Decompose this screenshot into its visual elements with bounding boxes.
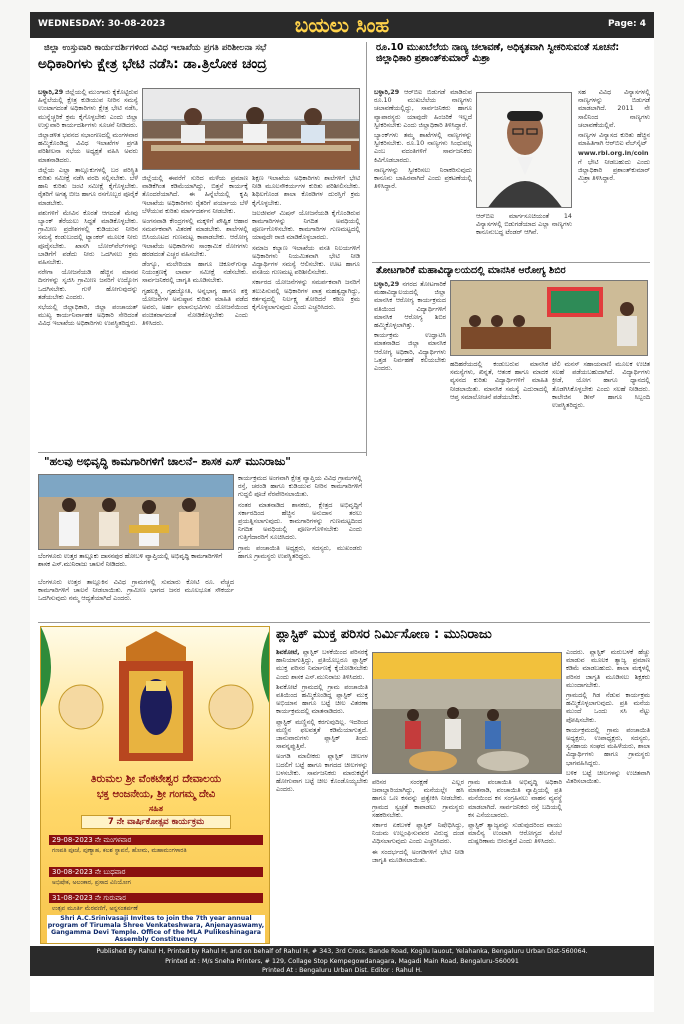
article2-portrait <box>476 92 572 208</box>
rbi-url: www.rbi.org.in/coin <box>578 149 649 158</box>
ad-subtitle: ಭಕ್ತ ಆಂಜನೇಯ, ಶ್ರೀ ಗಂಗಮ್ಮ ದೇವಿ <box>96 789 216 800</box>
article1-body-col1: ಬಳ್ಳಾರಿ,29 ಜಿಲ್ಲೆಯಲ್ಲಿ ಮುಂಗಾರು ಕೈಕೊಟ್ಟಿರುವ ಹಿನ್ನೆಲೆಯಲ್ಲಿ ಕ್ಷೇತ್ರ ಕುಡಿಯುವ ನೀರಿನ ಸಮಸ್ಯೆ ಉಂಟಾಗದಂತೆ ಅಧಿಕಾರಿಗಳು ಕ್ಷೇತ್ರ ಭೇಟಿ ನಡೆಸಿ, ಮುನ್ನೆಚ್ಚರಿಕೆ ಕ್ರಮ ಕೈಗೊಳ್ಳಬೇಕು ಎಂದು ಜಿಲ್ಲಾ ಉಸ್ತುವಾರಿ ಕಾರ್ಯದರ್ಶಿಗಳು ಸೂಚನೆ ನೀಡಿದರು. ಜಿಲ್ಲಾಡಳಿತ ಭವನದ ಸಭಾಂಗಣದಲ್ಲಿ ಮಂಗಳವಾರ ಹಮ್ಮಿಕೊಂಡಿದ್ದ ವಿವಿಧ ಇಲಾಖೆಗಳ ಪ್ರಗತಿ ಪರಿಶೀಲನಾ ಸಭೆಯ ಅಧ್ಯಕ್ಷತೆ ವಹಿಸಿ ಅವರು ಮಾತನಾಡಿದರು. ಜಿಲ್ಲೆಯ ಎಲ್ಲಾ ತಾಲ್ಲೂಕುಗಳಲ್ಲಿ ಬರ ಪರಿಸ್ಥಿತಿ ಕುರಿತು ಸಮೀಕ್ಷೆ ನಡೆಸಿ ವರದಿ ಸಲ್ಲಿಸಬೇಕು. ಬೆಳೆ ಹಾನಿ ಕುರಿತು ಜಂಟಿ ಸಮೀಕ್ಷೆ ಕೈಗೊಳ್ಳಬೇಕು. ರೈತರಿಗೆ ಅಗತ್ಯ ಬೀಜ ಹಾಗೂ ರಸಗೊಬ್ಬರ ಪೂರೈಕೆ ಮಾಡಬೇಕು. ಪಶುಗಳಿಗೆ ಮೇವಿನ ಕೊರತೆ ಆಗದಂತೆ ಮೇವು ಬ್ಯಾಂಕ್ ತೆರೆಯಲು ಸಿದ್ಧತೆ ಮಾಡಿಕೊಳ್ಳಬೇಕು. ಗ್ರಾಮೀಣ ಪ್ರದೇಶಗಳಲ್ಲಿ ಕುಡಿಯುವ ನೀರಿನ ಸಮಸ್ಯೆ ಕಂಡುಬಂದಲ್ಲಿ ಟ್ಯಾಂಕರ್ ಮೂಲಕ ನೀರು ಪೂರೈಸಬೇಕು. ಖಾಸಗಿ ಬೋರ್‌ವೆಲ್‌ಗಳನ್ನು ಬಾಡಿಗೆಗೆ ಪಡೆದು ನೀರು ಒದಗಿಸಲು ಕ್ರಮ ವಹಿಸಬೇಕು. ನರೇಗಾ ಯೋಜನೆಯಡಿ ಹೆಚ್ಚಿನ ಮಾನವ ದಿನಗಳನ್ನು ಸೃಜಿಸಿ ಗ್ರಾಮೀಣ ಜನರಿಗೆ ಉದ್ಯೋಗ ಒದಗಿಸಬೇಕು. ಗುಳೆ ಹೋಗುವುದನ್ನು ತಡೆಯಬೇಕು ಎಂದರು. ಸಭೆಯಲ್ಲಿ ಜಿಲ್ಲಾಧಿಕಾರಿ, ಜಿಲ್ಲಾ ಪಂಚಾಯತ್ ಮುಖ್ಯ ಕಾರ್ಯನಿರ್ವಾಹಕ ಅಧಿಕಾರಿ ಸೇರಿದಂತೆ ವಿವಿಧ ಇಲಾಖೆಯ ಅಧಿಕಾರಿಗಳು ಉಪಸ್ಥಿತರಿದ್ದರು. <box>38 88 138 328</box>
column-divider <box>366 42 367 456</box>
article5-body-col3: ಗ್ರಾಮ ಪಂಚಾಯಿತಿ ಅಭಿವೃದ್ಧಿ ಅಧಿಕಾರಿ ಮಾತನಾಡಿ, ಪಂಚಾಯಿತಿ ವ್ಯಾಪ್ತಿಯಲ್ಲಿ ಪ್ರತಿ ಮನೆಯಿಂದ ಕಸ ಸಂಗ್ರಹಿಸಲು ವಾಹನ ವ್ಯವಸ್ಥೆ ಮಾಡಲಾಗಿದೆ. ಸಾರ್ವಜನಿಕರು ರಸ್ತೆ ಬದಿಯಲ್ಲಿ ಕಸ ಎಸೆಯಬಾರದು. ಪ್ಲಾಸ್ಟಿಕ್ ತ್ಯಾಜ್ಯವನ್ನು ಸುಡುವುದರಿಂದ ವಾಯು ಮಾಲಿನ್ಯ ಉಂಟಾಗಿ ಆರೋಗ್ಯದ ಮೇಲೆ ದುಷ್ಪರಿಣಾಮ ಬೀರುತ್ತದೆ ಎಂದು ತಿಳಿಸಿದರು. <box>468 778 562 846</box>
masthead <box>30 12 654 38</box>
section-divider <box>372 262 650 263</box>
article4-photo <box>38 474 234 550</box>
ad-date-2: 30-08-2023 ನೇ ಬುಧವಾರ <box>49 867 263 877</box>
page-number: Page: 4 <box>608 19 646 29</box>
imprint-line-3: Printed At : Bengaluru Urban Dist. Editor : Rahul H. <box>261 967 423 974</box>
article1-headline: ಅಧಿಕಾರಿಗಳು ಕ್ಷೇತ್ರ ಭೇಟಿ ನಡೆಸಿ: ಡಾ.ತ್ರಿಲೋಕ ಚಂದ್ರ <box>38 56 267 72</box>
ad-event: 7 ನೇ ವಾರ್ಷಿಕೋತ್ಸವ ಕಾರ್ಯಕ್ರಮ <box>81 815 231 829</box>
article1-body-col2: ಜಿಲ್ಲೆಯಲ್ಲಿ ಈವರೆಗೆ ಸುರಿದ ಮಳೆಯ ಪ್ರಮಾಣ ವಾಡಿಕೆಗಿಂತ ಕಡಿಮೆಯಾಗಿದ್ದು, ಬಿತ್ತನೆ ಕಾರ್ಯಕ್ಕೆ ತೊಂದರೆಯಾಗಿದೆ. ಈ ಹಿನ್ನೆಲೆಯಲ್ಲಿ ಕೃಷಿ ಇಲಾಖೆಯ ಅಧಿಕಾರಿಗಳು ರೈತರಿಗೆ ಪರ್ಯಾಯ ಬೆಳೆ ಬೆಳೆಯುವ ಕುರಿತು ಮಾರ್ಗದರ್ಶನ ನೀಡಬೇಕು. ಅಂಗನವಾಡಿ ಕೇಂದ್ರಗಳಲ್ಲಿ ಮಕ್ಕಳಿಗೆ ಪೌಷ್ಟಿಕ ಆಹಾರ ಸಮರ್ಪಕವಾಗಿ ವಿತರಣೆ ಮಾಡಬೇಕು. ಶಾಲೆಗಳಲ್ಲಿ ಬಿಸಿಯೂಟದ ಗುಣಮಟ್ಟ ಕಾಪಾಡಬೇಕು. ಆರೋಗ್ಯ ಇಲಾಖೆಯ ಅಧಿಕಾರಿಗಳು ಸಾಂಕ್ರಾಮಿಕ ರೋಗಗಳು ಹರಡದಂತೆ ಎಚ್ಚರ ವಹಿಸಬೇಕು. ಡೆಂಗ್ಯೂ, ಮಲೇರಿಯಾ ಹಾಗೂ ಚಿಕೂನ್‌ಗುನ್ಯಾ ನಿಯಂತ್ರಣಕ್ಕೆ ಲಾರ್ವಾ ಸಮೀಕ್ಷೆ ನಡೆಸಬೇಕು. ಸಾರ್ವಜನಿಕರಲ್ಲಿ ಜಾಗೃತಿ ಮೂಡಿಸಬೇಕು. ಗೃಹಲಕ್ಷ್ಮಿ, ಗೃಹಜ್ಯೋತಿ, ಅನ್ನಭಾಗ್ಯ ಹಾಗೂ ಶಕ್ತಿ ಯೋಜನೆಗಳ ಅನುಷ್ಠಾನ ಕುರಿತು ಮಾಹಿತಿ ಪಡೆದ ಅವರು, ಅರ್ಹ ಫಲಾನುಭವಿಗಳು ಯೋಜನೆಯಿಂದ ವಂಚಿತರಾಗದಂತೆ ನೋಡಿಕೊಳ್ಳಬೇಕು ಎಂದು ತಿಳಿಸಿದರು. <box>142 174 248 328</box>
article5-body-col2: ಪರಿಸರ ಸಂರಕ್ಷಣೆ ಎಲ್ಲರ ಜವಾಬ್ದಾರಿಯಾಗಿದ್ದು, ಮನೆಯಲ್ಲೇ ಹಸಿ ಹಾಗೂ ಒಣ ಕಸವನ್ನು ಪ್ರತ್ಯೇಕಿಸಿ ನೀಡಬೇಕು. ಗ್ರಾಮದ ಸ್ವಚ್ಛತೆ ಕಾಪಾಡಲು ಗ್ರಾಮಸ್ಥರು ಸಹಕರಿಸಬೇಕು. ಸರ್ಕಾರ ಏಕಬಳಕೆ ಪ್ಲಾಸ್ಟಿಕ್ ನಿಷೇಧಿಸಿದ್ದು, ನಿಯಮ ಉಲ್ಲಂಘಿಸುವವರ ವಿರುದ್ಧ ದಂಡ ವಿಧಿಸಲಾಗುವುದು ಎಂದು ಎಚ್ಚರಿಸಿದರು. ಈ ಸಂದರ್ಭದಲ್ಲಿ ಅಂಗಡಿಗಳಿಗೆ ಭೇಟಿ ನೀಡಿ ಜಾಗೃತಿ ಮೂಡಿಸಲಾಯಿತು. <box>372 778 464 864</box>
newspaper-title: ಬಯಲು ಸಿಂಹ <box>294 13 390 37</box>
article5-body-col1: ಶಿವಕೋಟೆ, ಪ್ಲಾಸ್ಟಿಕ್ ಬಳಕೆಯಿಂದ ಪರಿಸರಕ್ಕೆ ಹಾನಿಯಾಗುತ್ತಿದ್ದು, ಪ್ರತಿಯೊಬ್ಬರೂ ಪ್ಲಾಸ್ಟಿಕ್ ಮುಕ್ತ ಪರಿಸರ ನಿರ್ಮಾಣಕ್ಕೆ ಕೈಜೋಡಿಸಬೇಕು ಎಂದು ಶಾಸಕ ಎಸ್.ಮುನಿರಾಜು ತಿಳಿಸಿದರು. ಶಿವಕೋಟೆ ಗ್ರಾಮದಲ್ಲಿ ಗ್ರಾಮ ಪಂಚಾಯಿತಿ ವತಿಯಿಂದ ಹಮ್ಮಿಕೊಂಡಿದ್ದ ಪ್ಲಾಸ್ಟಿಕ್ ಮುಕ್ತ ಅಭಿಯಾನ ಹಾಗೂ ಬಟ್ಟೆ ಚೀಲ ವಿತರಣಾ ಕಾರ್ಯಕ್ರಮದಲ್ಲಿ ಮಾತನಾಡಿದರು. ಪ್ಲಾಸ್ಟಿಕ್ ಮಣ್ಣಿನಲ್ಲಿ ಕರಗುವುದಿಲ್ಲ. ಇದರಿಂದ ಮಣ್ಣಿನ ಫಲವತ್ತತೆ ಕಡಿಮೆಯಾಗುತ್ತದೆ. ಜಾನುವಾರುಗಳು ಪ್ಲಾಸ್ಟಿಕ್ ತಿಂದು ಸಾವನ್ನಪ್ಪುತ್ತಿವೆ. ಅಂಗಡಿ ಮಾಲೀಕರು ಪ್ಲಾಸ್ಟಿಕ್ ಚೀಲಗಳ ಬದಲಿಗೆ ಬಟ್ಟೆ ಹಾಗೂ ಕಾಗದದ ಚೀಲಗಳನ್ನು ಬಳಸಬೇಕು. ಸಾರ್ವಜನಿಕರು ಮಾರುಕಟ್ಟೆಗೆ ಹೋಗುವಾಗ ಬಟ್ಟೆ ಚೀಲ ಕೊಂಡೊಯ್ಯಬೇಕು ಎಂದರು. <box>276 648 368 794</box>
health-camp-photo-image <box>451 281 648 356</box>
article2-headline: ರೂ.10 ಮುಖಬೆಲೆಯ ನಾಣ್ಯ ಚಲಾವಣೆ, ಅಧಿಕೃತವಾಗಿ ಸ್ವೀಕರಿಸುವಂತೆ ಸೂಚನೆ: ಜಿಲ್ಲಾಧಿಕಾರಿ ಪ್ರಶಾಂತ್‌ಕುಮಾರ್ ಮಿಶ್ರಾ <box>376 42 620 64</box>
ad-schedule-3: ಉತ್ಸವ ಮೂರ್ತಿ ಮೆರವಣಿಗೆ, ಅನ್ನಸಂತರ್ಪಣೆ <box>52 905 138 912</box>
newspaper-page <box>30 12 654 1012</box>
ad-date-1: 29-08-2023 ನೇ ಮಂಗಳವಾರ <box>49 835 263 845</box>
article3-body-col3: ಟೆಲಿ ಮನಸ್ ಸಹಾಯವಾಣಿ ಮೂಲಕ ಉಚಿತ ಸಲಹೆ ಪಡೆಯಬಹುದಾಗಿದೆ. ವಿದ್ಯಾರ್ಥಿಗಳು ಕ್ರೀಡೆ, ಯೋಗ ಹಾಗೂ ಧ್ಯಾನದಲ್ಲಿ ತೊಡಗಿಸಿಕೊಳ್ಳಬೇಕು ಎಂದು ಸಲಹೆ ನೀಡಿದರು. ಕಾಲೇಜಿನ ಡೀನ್ ಹಾಗೂ ಸಿಬ್ಬಂದಿ ಉಪಸ್ಥಿತರಿದ್ದರು. <box>552 360 650 410</box>
official-portrait-image <box>477 93 572 208</box>
ad-title: ತಿರುಮಲ ಶ್ರೀ ವೆಂಕಟೇಶ್ವರ ದೇವಾಲಯ <box>90 773 222 785</box>
ad-schedule-2: ಅಭಿಷೇಕ, ಅಲಂಕಾರ, ಪ್ರಸಾದ ವಿನಿಯೋಗ <box>52 879 131 886</box>
article4-caption: ಬೆಂಗಳೂರು ಉತ್ತರ ತಾಲ್ಲೂಕು ದಾಸನಪುರ ಹೋಬಳಿ ವ್ಯಾಪ್ತಿಯಲ್ಲಿ ಅಭಿವೃದ್ಧಿ ಕಾಮಗಾರಿಗಳಿಗೆ ಶಾಸಕ ಎಸ್.ಮುನಿರಾಜು ಚಾಲನೆ ನೀಡಿದರು. <box>38 552 223 568</box>
article1-body-col3: ಶಿಕ್ಷಣ ಇಲಾಖೆಯ ಅಧಿಕಾರಿಗಳು ಶಾಲೆಗಳಿಗೆ ಭೇಟಿ ನೀಡಿ ಮೂಲಸೌಕರ್ಯಗಳ ಕುರಿತು ಪರಿಶೀಲಿಸಬೇಕು. ಶಿಥಿಲಗೊಂಡ ಶಾಲಾ ಕೊಠಡಿಗಳ ದುರಸ್ತಿಗೆ ಕ್ರಮ ಕೈಗೊಳ್ಳಬೇಕು. ಜಲಜೀವನ್ ಮಿಷನ್ ಯೋಜನೆಯಡಿ ಕೈಗೊಂಡಿರುವ ಕಾಮಗಾರಿಗಳನ್ನು ನಿಗದಿತ ಅವಧಿಯಲ್ಲಿ ಪೂರ್ಣಗೊಳಿಸಬೇಕು. ಕಾಮಗಾರಿಗಳ ಗುಣಮಟ್ಟದಲ್ಲಿ ಯಾವುದೇ ರಾಜಿ ಮಾಡಿಕೊಳ್ಳಬಾರದು. ಸಮಾಜ ಕಲ್ಯಾಣ ಇಲಾಖೆಯ ವಸತಿ ನಿಲಯಗಳಿಗೆ ಅಧಿಕಾರಿಗಳು ನಿಯಮಿತವಾಗಿ ಭೇಟಿ ನೀಡಿ ವಿದ್ಯಾರ್ಥಿಗಳ ಸಮಸ್ಯೆ ಆಲಿಸಬೇಕು. ಊಟ ಹಾಗೂ ವಸತಿಯ ಗುಣಮಟ್ಟ ಪರಿಶೀಲಿಸಬೇಕು. ಸರ್ಕಾರದ ಯೋಜನೆಗಳನ್ನು ಸಮರ್ಪಕವಾಗಿ ಜನರಿಗೆ ತಲುಪಿಸುವಲ್ಲಿ ಅಧಿಕಾರಿಗಳ ಪಾತ್ರ ಮಹತ್ವದ್ದಾಗಿದ್ದು, ಕರ್ತವ್ಯದಲ್ಲಿ ನಿರ್ಲಕ್ಷ್ಯ ತೋರಿದರೆ ಕಠಿಣ ಕ್ರಮ ಕೈಗೊಳ್ಳಲಾಗುವುದು ಎಂದು ಎಚ್ಚರಿಸಿದರು. <box>252 174 360 312</box>
article4-body-col1: ಕಾರ್ಯಕ್ರಮದ ಅಂಗವಾಗಿ ಕ್ಷೇತ್ರ ವ್ಯಾಪ್ತಿಯ ವಿವಿಧ ಗ್ರಾಮಗಳಲ್ಲಿ ರಸ್ತೆ, ಚರಂಡಿ ಹಾಗೂ ಕುಡಿಯುವ ನೀರಿನ ಕಾಮಗಾರಿಗಳಿಗೆ ಗುದ್ದಲಿ ಪೂಜೆ ನೆರವೇರಿಸಲಾಯಿತು. ನಂತರ ಮಾತನಾಡಿದ ಶಾಸಕರು, ಕ್ಷೇತ್ರದ ಅಭಿವೃದ್ಧಿಗೆ ಸರ್ಕಾರದಿಂದ ಹೆಚ್ಚಿನ ಅನುದಾನ ತರಲು ಪ್ರಯತ್ನಿಸಲಾಗುವುದು. ಕಾಮಗಾರಿಗಳನ್ನು ಗುಣಮಟ್ಟದಿಂದ ನಿಗದಿತ ಅವಧಿಯಲ್ಲಿ ಪೂರ್ಣಗೊಳಿಸಬೇಕು ಎಂದು ಗುತ್ತಿಗೆದಾರರಿಗೆ ಸೂಚಿಸಿದರು. ಗ್ರಾಮ ಪಂಚಾಯಿತಿ ಅಧ್ಯಕ್ಷರು, ಸದಸ್ಯರು, ಮುಖಂಡರು ಹಾಗೂ ಗ್ರಾಮಸ್ಥರು ಉಪಸ್ಥಿತರಿದ್ದರು. <box>238 474 362 560</box>
article3-headline: ತೋಟಗಾರಿಕೆ ಮಹಾವಿದ್ಯಾಲಯದಲ್ಲಿ ಮಾನಸಿಕ ಆರೋಗ್ಯ ಶಿಬಿರ <box>376 265 566 276</box>
article2-body-col2: ಆರ್‌ಬಿಐ ಮಾರ್ಗಸೂಚಿಯಂತೆ 14 ವಿನ್ಯಾಸಗಳಲ್ಲಿ ಬಿಡುಗಡೆಯಾದ ಎಲ್ಲಾ ನಾಣ್ಯಗಳು ಕಾನೂನುಬದ್ಧ ಟೆಂಡರ್ ಆಗಿವೆ. <box>476 212 572 237</box>
article5-headline: ಪ್ಲಾಸ್ಟಿಕ್ ಮುಕ್ತ ಪರಿಸರ ನಿರ್ಮಿಸೋಣ : ಮುನಿರಾಜು <box>276 627 492 642</box>
section-divider <box>38 622 650 623</box>
market-photo-image <box>373 653 562 774</box>
ad-date-3: 31-08-2023 ನೇ ಗುರುವಾರ <box>49 893 263 903</box>
imprint-footer <box>30 946 654 976</box>
article5-photo <box>372 652 562 774</box>
section-divider <box>38 452 366 453</box>
meeting-photo-image <box>143 89 360 170</box>
article3-photo <box>450 280 648 356</box>
article4-body-col2: ಬೆಂಗಳೂರು ಉತ್ತರ ತಾಲ್ಲೂಕಿನ ವಿವಿಧ ಗ್ರಾಮಗಳಲ್ಲಿ ಸುಮಾರು ಕೋಟಿ ರೂ. ವೆಚ್ಚದ ಕಾಮಗಾರಿಗಳಿಗೆ ಚಾಲನೆ ನೀಡಲಾಯಿತು. ಗ್ರಾಮೀಣ ಭಾಗದ ಜನರ ಮೂಲಭೂತ ಸೌಕರ್ಯ ಒದಗಿಸುವುದು ನಮ್ಮ ಆದ್ಯತೆಯಾಗಿದೆ ಎಂದರು. <box>38 578 234 603</box>
ad-schedule-1: ಗಣಪತಿ ಪೂಜೆ, ಪುಣ್ಯಾಹ, ಕಲಶ ಸ್ಥಾಪನೆ, ಹೋಮ, ಮಹಾಮಂಗಳಾರತಿ <box>52 847 187 854</box>
article2-body-col3: ಸಹ ವಿವಿಧ ವಿನ್ಯಾಸಗಳಲ್ಲಿ ನಾಣ್ಯಗಳನ್ನು ಬಿಡುಗಡೆ ಮಾಡಲಾಗಿದೆ. 2011 ನೇ ಸಾಲಿನಿಂದ ನಾಣ್ಯಗಳು ಚಲಾವಣೆಯಲ್ಲಿವೆ. ನಾಣ್ಯಗಳ ವಿನ್ಯಾಸದ ಕುರಿತು ಹೆಚ್ಚಿನ ಮಾಹಿತಿಗಾಗಿ ಆರ್‌ಬಿಐ ವೆಬ್‌ಸೈಟ್ www.rbi.org.in/coin ಗೆ ಭೇಟಿ ನೀಡಬಹುದು ಎಂದು ಜಿಲ್ಲಾಧಿಕಾರಿ ಪ್ರಶಾಂತ್‌ಕುಮಾರ್ ಮಿಶ್ರಾ ತಿಳಿಸಿದ್ದಾರೆ. <box>578 88 650 183</box>
temple-deity-icon <box>41 627 270 777</box>
article5-body-col4: ಎಂದರು. ಪ್ಲಾಸ್ಟಿಕ್ ಮರುಬಳಕೆ ಹೆಚ್ಚು ಮಾಡುವ ಮೂಲಕ ತ್ಯಾಜ್ಯ ಪ್ರಮಾಣ ಕಡಿಮೆ ಮಾಡಬಹುದು. ಶಾಲಾ ಮಕ್ಕಳಲ್ಲಿ ಪರಿಸರ ಜಾಗೃತಿ ಮೂಡಿಸಲು ಶಿಕ್ಷಕರು ಮುಂದಾಗಬೇಕು. ಗ್ರಾಮದಲ್ಲಿ ಗಿಡ ನೆಡುವ ಕಾರ್ಯಕ್ರಮ ಹಮ್ಮಿಕೊಳ್ಳಲಾಗುವುದು. ಪ್ರತಿ ಮನೆಯ ಮುಂದೆ ಒಂದು ಸಸಿ ನೆಟ್ಟು ಪೋಷಿಸಬೇಕು. ಕಾರ್ಯಕ್ರಮದಲ್ಲಿ ಗ್ರಾಮ ಪಂಚಾಯಿತಿ ಅಧ್ಯಕ್ಷರು, ಉಪಾಧ್ಯಕ್ಷರು, ಸದಸ್ಯರು, ಸ್ವಸಹಾಯ ಸಂಘದ ಮಹಿಳೆಯರು, ಶಾಲಾ ವಿದ್ಯಾರ್ಥಿಗಳು ಹಾಗೂ ಗ್ರಾಮಸ್ಥರು ಭಾಗವಹಿಸಿದ್ದರು. ಬಳಿಕ ಬಟ್ಟೆ ಚೀಲಗಳನ್ನು ಉಚಿತವಾಗಿ ವಿತರಿಸಲಾಯಿತು. <box>566 648 650 786</box>
article1-photo <box>142 88 360 170</box>
article2-body-col1: ಬಳ್ಳಾರಿ,29 ಆರ್‌ಬಿಐ ಬಿಡುಗಡೆ ಮಾಡಿರುವ ರೂ.10 ಮುಖಬೆಲೆಯ ನಾಣ್ಯಗಳು ಚಲಾವಣೆಯಲ್ಲಿದ್ದು, ಸಾರ್ವಜನಿಕರು ಹಾಗೂ ವ್ಯಾಪಾರಸ್ಥರು ಯಾವುದೇ ಹಿಂಜರಿಕೆ ಇಲ್ಲದೆ ಸ್ವೀಕರಿಸಬೇಕು ಎಂದು ಜಿಲ್ಲಾಧಿಕಾರಿ ತಿಳಿಸಿದ್ದಾರೆ. ಬ್ಯಾಂಕ್‌ಗಳು ತಮ್ಮ ಶಾಖೆಗಳಲ್ಲಿ ನಾಣ್ಯಗಳನ್ನು ಸ್ವೀಕರಿಸಬೇಕು. ರೂ.10 ನಾಣ್ಯಗಳು ಸಿಂಧುವಲ್ಲ ಎಂಬ ವದಂತಿಗಳಿಗೆ ಸಾರ್ವಜನಿಕರು ಕಿವಿಗೊಡಬಾರದು. ನಾಣ್ಯಗಳನ್ನು ಸ್ವೀಕರಿಸಲು ನಿರಾಕರಿಸುವುದು ಕಾನೂನು ಬಾಹಿರವಾಗಿದೆ ಎಂದು ಪ್ರಕಟಣೆಯಲ್ಲಿ ತಿಳಿಸಿದ್ದಾರೆ. <box>374 88 472 191</box>
issue-date: WEDNESDAY: 30-08-2023 <box>38 19 166 29</box>
ad-sahita: ಸಹಿತ <box>149 804 163 813</box>
article3-body-col2: ಹದಿಹರೆಯದಲ್ಲಿ ಕಂಡುಬರುವ ಮಾನಸಿಕ ಸಮಸ್ಯೆಗಳು, ಖಿನ್ನತೆ, ಆತಂಕ ಹಾಗೂ ಮಾದಕ ವ್ಯಸನದ ಕುರಿತು ವಿದ್ಯಾರ್ಥಿಗಳಿಗೆ ಮಾಹಿತಿ ನೀಡಲಾಯಿತು. ಮಾನಸಿಕ ಸಮಸ್ಯೆ ಎದುರಾದಲ್ಲಿ ಆಪ್ತ ಸಮಾಲೋಚನೆ ಪಡೆಯಬೇಕು. <box>450 360 548 401</box>
ceremony-photo-image <box>39 475 234 550</box>
ad-english-invite: Shri A.C.Srinivasaji Invites to join the 7th year annual program of Tirumala Shree Venkateshwara, Anjenayaswamy, Gangamma Devi Temple. Office of the MLA Pulikeshinagara Assembly Constituency <box>47 915 265 943</box>
imprint-line-2: Printed at : M/s Sneha Printers, # 129, Collage Stop Kempegowdanagara, Magadi Main Road, Bengaluru-560091 <box>165 957 519 965</box>
temple-anniversary-ad <box>40 626 270 944</box>
imprint-line-1: Published By Rahul H, Printed by Rahul H, and on behalf of Rahul H, # 343, 3rd Cross, Bande Road, Kogilu lauout, Yelahanka, Bengaluru Urban Dist-560064. <box>96 948 588 955</box>
article3-body-col1: ಬಳ್ಳಾರಿ,29 ನಗರದ ತೋಟಗಾರಿಕೆ ಮಹಾವಿದ್ಯಾಲಯದಲ್ಲಿ ಜಿಲ್ಲಾ ಮಾನಸಿಕ ಆರೋಗ್ಯ ಕಾರ್ಯಕ್ರಮದ ವತಿಯಿಂದ ವಿದ್ಯಾರ್ಥಿಗಳಿಗೆ ಮಾನಸಿಕ ಆರೋಗ್ಯ ಶಿಬಿರ ಹಮ್ಮಿಕೊಳ್ಳಲಾಗಿತ್ತು. ಕಾರ್ಯಕ್ರಮ ಉದ್ಘಾಟಿಸಿ ಮಾತನಾಡಿದ ಜಿಲ್ಲಾ ಮಾನಸಿಕ ಆರೋಗ್ಯ ಅಧಿಕಾರಿ, ವಿದ್ಯಾರ್ಥಿಗಳು ಒತ್ತಡ ನಿರ್ವಹಣೆ ಕಲಿಯಬೇಕು ಎಂದರು. <box>374 280 446 373</box>
article4-headline: "ಹಲವು ಅಭಿವೃದ್ಧಿ ಕಾಮಗಾರಿಗಳಿಗೆ ಚಾಲನೆ– ಶಾಸಕ ಎಸ್ ಮುನಿರಾಜು" <box>44 455 291 468</box>
article1-kicker: ಜಿಲ್ಲಾ ಉಸ್ತುವಾರಿ ಕಾರ್ಯದರ್ಶಿಗಳಿಂದ ವಿವಿಧ ಇಲಾಖೆಯ ಪ್ರಗತಿ ಪರಿಶೀಲನಾ ಸಭೆ <box>44 43 267 53</box>
